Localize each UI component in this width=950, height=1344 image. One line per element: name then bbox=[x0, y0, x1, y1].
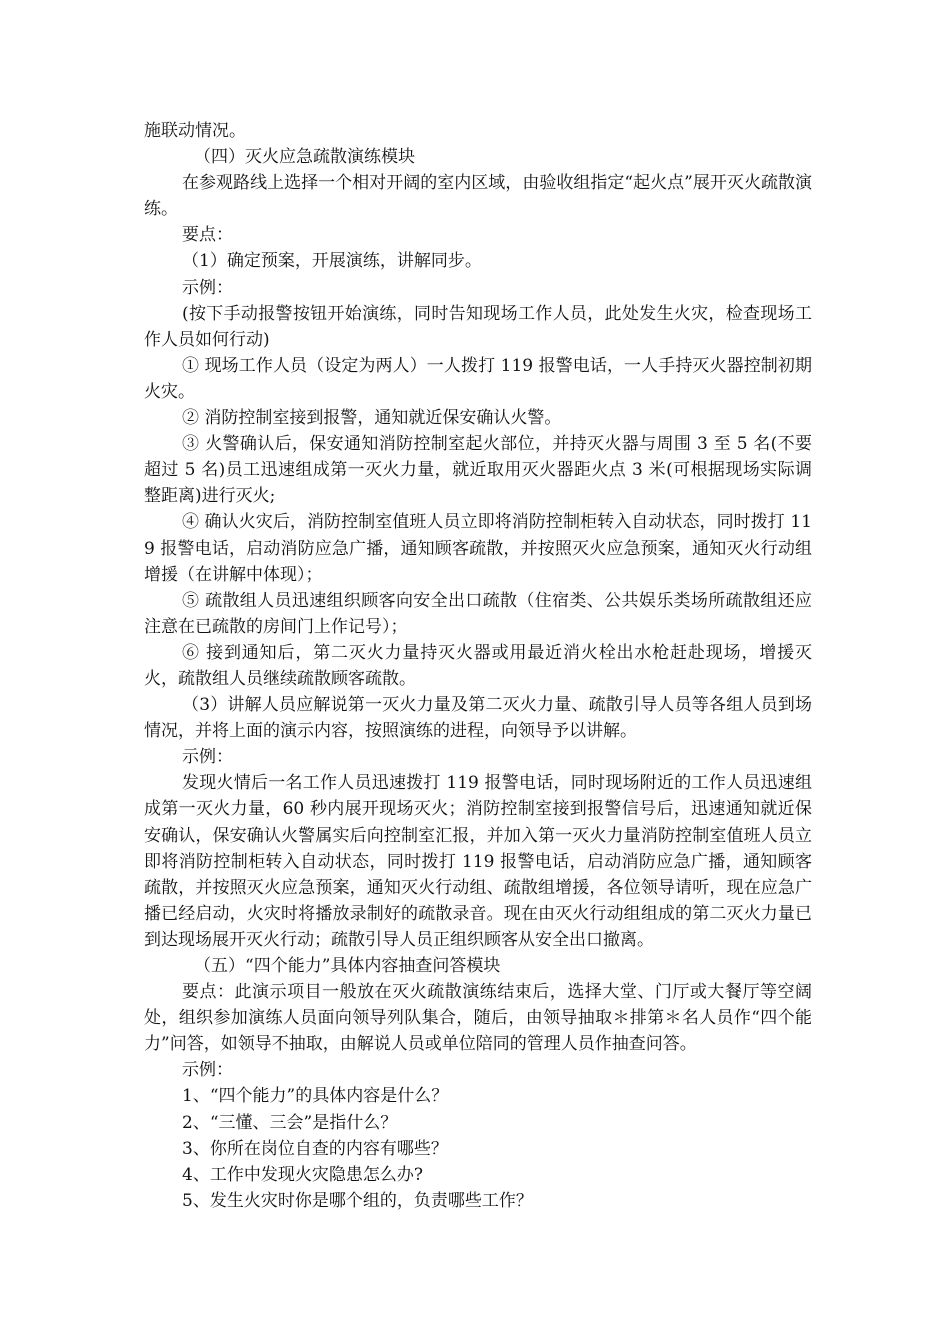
question-2: 2、“三懂、三会”是指什么？ bbox=[182, 1112, 398, 1133]
question-5: 5、发生火灾时你是哪个组的，负责哪些工作？ bbox=[182, 1190, 533, 1211]
example-label: 示例： bbox=[182, 1060, 233, 1081]
section-heading-5: （五）“四个能力”具体内容抽查问答模块 bbox=[194, 956, 501, 976]
step-3: ③ 火警确认后，保安通知消防控制室起火部位，并持灭火器与周围 3 至 5 名(不要超过 5 名)员工迅速组成第一灭火力量，就近取用灭火器距火点 3 米(可根据现场实际调整距离)进行灭火; bbox=[144, 434, 812, 507]
paragraph-drill-start: (按下手动报警按钮开始演练，同时告知现场工作人员，此处发生火灾，检查现场工作人员如何行动) bbox=[144, 303, 812, 350]
step-4: ④ 确认火灾后，消防控制室值班人员立即将消防控制柜转入自动状态，同时拨打 119 报警电话，启动消防应急广播，通知顾客疏散，并按照灭火应急预案，通知灭火行动组增援（在讲解中体现）； bbox=[144, 512, 812, 585]
paragraph-intro: 在参观路线上选择一个相对开阔的室内区域，由验收组指定“起火点”展开灭火疏散演练。 bbox=[144, 173, 812, 220]
question-1: 1、“四个能力”的具体内容是什么？ bbox=[182, 1086, 449, 1107]
key-point-1: （1）确定预案，开展演练，讲解同步。 bbox=[182, 251, 482, 272]
step-2: ② 消防控制室接到报警，通知就近保安确认火警。 bbox=[182, 408, 562, 429]
key-points-label: 要点： bbox=[182, 225, 233, 246]
example-label: 示例： bbox=[182, 277, 233, 298]
document-page bbox=[144, 118, 812, 1214]
question-3: 3、你所在岗位自查的内容有哪些？ bbox=[182, 1138, 448, 1159]
paragraph-example-narration: 发现火情后一名工作人员迅速拨打 119 报警电话，同时现场附近的工作人员迅速组成第一灭火力量，60 秒内展开现场灭火；消防控制室接到报警信号后，迅速通知就近保安确认，保安确认火警属实后向控制室汇报，并加入第一灭火力量消防控制室值班人员立即将消防控制柜转入自动状态，同时拨打 119 报警电话，启动消防应急广播，通知顾客疏散，并按照灭火应急预案，通知灭火行动组、疏散组增援，各位领导请听，现在应急广播已经启动，火灾时将播放录制好的疏散录音。现在由灭火行动组组成的第二灭火力量已到达现场展开灭火行动；疏散引导人员正组织顾客从安全出口撤离。 bbox=[144, 773, 812, 950]
question-4: 4、工作中发现火灾隐患怎么办? bbox=[182, 1164, 423, 1185]
example-label: 示例： bbox=[182, 747, 233, 768]
step-5: ⑤ 疏散组人员迅速组织顾客向安全出口疏散（住宿类、公共娱乐类场所疏散组还应注意在已疏散的房间门上作记号）； bbox=[144, 590, 812, 637]
step-1: ① 现场工作人员（设定为两人）一人拨打 119 报警电话，一人手持灭火器控制初期火灾。 bbox=[144, 355, 812, 402]
step-6: ⑥ 接到通知后，第二灭火力量持灭火器或用最近消火栓出水枪赶赴现场，增援灭火，疏散组人员继续疏散顾客疏散。 bbox=[144, 642, 812, 689]
key-point-3: （3）讲解人员应解说第一灭火力量及第二灭火力量、疏散引导人员等各组人员到场情况，并将上面的演示内容，按照演练的进程，向领导予以讲解。 bbox=[144, 695, 812, 742]
paragraph-continuation: 施联动情况。 bbox=[144, 121, 246, 141]
key-points-paragraph: 要点：此演示项目一般放在灭火疏散演练结束后，选择大堂、门厅或大餐厅等空阔处，组织参加演练人员面向领导列队集合，随后，由领导抽取＊排第＊名人员作“四个能力”问答，如领导不抽取，由解说人员或单位陪同的管理人员作抽查问答。 bbox=[144, 982, 812, 1055]
section-heading-4: （四）灭火应急疏散演练模块 bbox=[194, 147, 415, 168]
